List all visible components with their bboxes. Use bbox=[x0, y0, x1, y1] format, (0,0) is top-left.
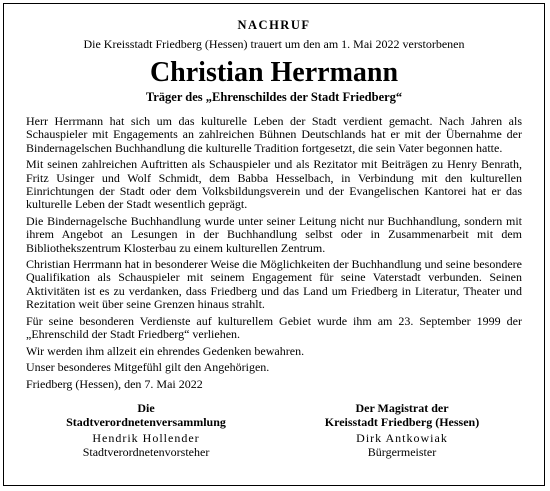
honor-title: Träger des „Ehrenschildes der Stadt Friedberg“ bbox=[145, 90, 403, 104]
paragraph-bookshop: Die Bindernagelsche Buchhandlung wurde unter seiner Leitung nicht nur Buchhandlung, sondern mit ihrem Angebot an Lesungen in der Buchhandlung selbst oder in Zusammenarbeit mit dem Bibliothekszentrum Klosterbau zu einem kulturellen Zentrum. bbox=[26, 213, 522, 255]
signature-person: Hendrik Hollender bbox=[92, 431, 200, 446]
obituary-content bbox=[4, 4, 544, 459]
paragraph-performances: Mit seinen zahlreichen Auftritten als Schauspieler und als Rezitator mit Beiträgen zu Henry Benrath, Fritz Usinger und Wolf Schmidt, dem Babba Hesselbach, in Verbindung mit den kulturellen Einrichtungen der Stadt oder dem Volksbildungsverein und der Evangelischen Kantorei hat er das kulturelle Leben der Stadt wesentlich geprägt. bbox=[26, 157, 522, 212]
dateline: Friedberg (Hessen), den 7. Mai 2022 bbox=[26, 377, 203, 392]
paragraph-engagement: Christian Herrmann hat in besonderer Weise die Möglichkeiten der Buchhandlung und seine besondere Qualifikation als Schauspieler mit seinem Engagement für seine Vaterstadt verbunden. Seinen Aktivitäten ist es zu verdanken, dass Friedberg und das Land um Friedberg in Literatur, Theater und Rezitation weit über seine Grenzen hinaus strahlt. bbox=[26, 257, 522, 312]
paragraph-remembrance: Wir werden ihm allzeit ein ehrendes Gedenken bewahren. bbox=[26, 343, 305, 358]
obituary-frame bbox=[3, 3, 545, 486]
paragraph-award: Für seine besonderen Verdienste auf kulturellem Gebiet wurde ihm am 23. September 1999 der „Ehrenschild der Stadt Friedberg“ verliehen. bbox=[26, 313, 522, 342]
paragraph-career: Herr Herrmann hat sich um das kulturelle Leben der Stadt verdient gemacht. Nach Jahren als Schauspieler mit Engagements an zahlreichen Bühnen Deutschlands hat er mit der Übernahme der Bindernagelschen Buchhandlung die kulturelle Tradition fortgesetzt, die sein Vater begonnen hatte. bbox=[26, 114, 522, 155]
paragraph-condolence: Unser besonderes Mitgefühl gilt den Angehörigen. bbox=[26, 359, 270, 374]
signature-role: Bürgermeister bbox=[367, 445, 437, 460]
signatures bbox=[26, 401, 522, 459]
signature-org-line1: Der Magistrat der bbox=[355, 401, 449, 416]
signature-org-line1: Die bbox=[137, 401, 155, 416]
signature-role: Stadtverordnetenvorsteher bbox=[82, 445, 210, 460]
notice-heading: NACHRUF bbox=[237, 18, 311, 32]
obituary-body bbox=[26, 115, 522, 374]
signature-city-council bbox=[26, 401, 266, 459]
signature-org-line2: Stadtverordnetenversammlung bbox=[66, 415, 226, 430]
signature-person: Dirk Antkowiak bbox=[356, 431, 448, 446]
signature-magistrate bbox=[282, 401, 522, 459]
notice-intro: Die Kreisstadt Friedberg (Hessen) trauert um den am 1. Mai 2022 verstorbenen bbox=[83, 37, 465, 51]
deceased-name: Christian Herrmann bbox=[149, 57, 399, 88]
signature-org-line2: Kreisstadt Friedberg (Hessen) bbox=[324, 415, 480, 430]
